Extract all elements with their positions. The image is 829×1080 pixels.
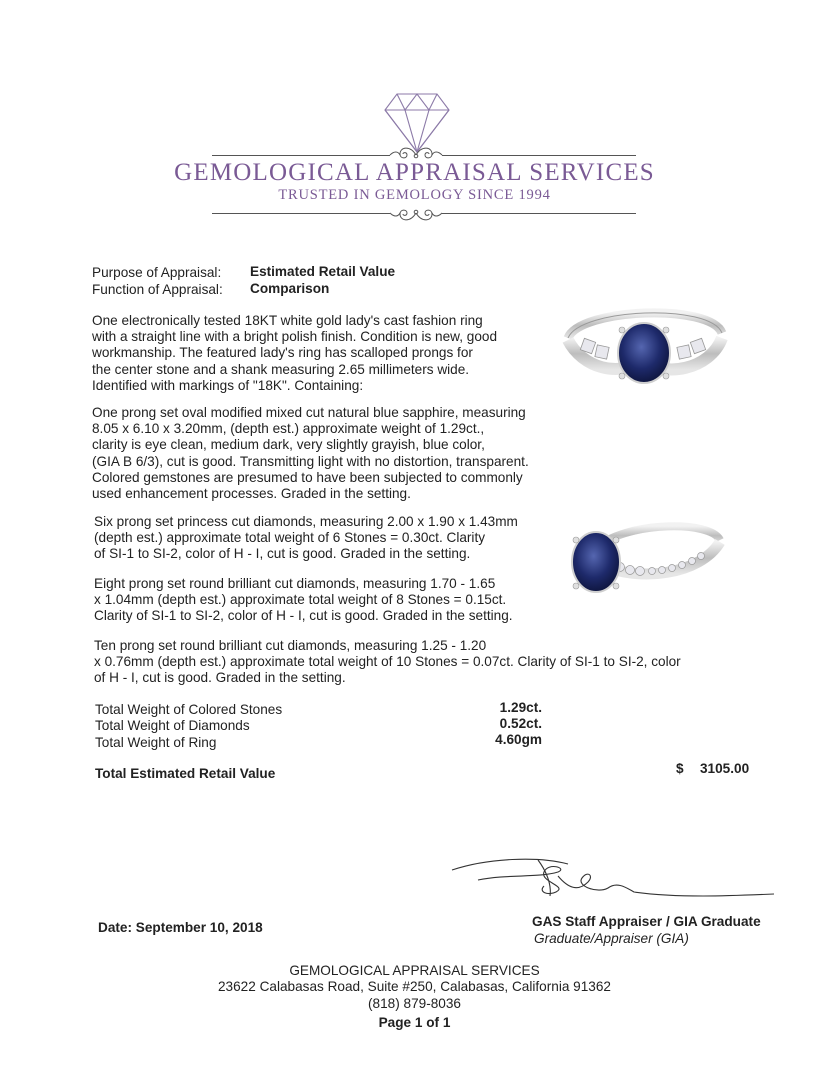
text-line: (depth est.) approximate total weight of 6 Stones = 0.30ct. Clarity — [94, 530, 486, 546]
eight-round-description — [94, 576, 554, 625]
purpose-label: Purpose of Appraisal: — [92, 265, 222, 280]
total-ring-value: 4.60gm — [495, 732, 542, 747]
text-line: of SI-1 to SI-2, color of H - I, cut is good. Graded in the setting. — [94, 546, 471, 562]
company-tagline: TRUSTED IN GEMOLOGY SINCE 1994 — [278, 187, 551, 203]
signer-title: GAS Staff Appraiser / GIA Graduate — [532, 914, 761, 929]
text-line: (GIA B 6/3), cut is good. Transmitting light with no distortion, transparent. — [92, 453, 529, 469]
text-line: clarity is eye clean, medium dark, very slightly grayish, blue color, — [92, 437, 485, 453]
total-colored-value: 1.29ct. — [499, 700, 542, 715]
text-line: One electronically tested 18KT white gold lady's cast fashion ring — [92, 313, 483, 328]
ornament-icon — [388, 203, 444, 225]
text-line: x 0.76mm (depth est.) approximate total weight of 10 Stones = 0.07ct. Clarity of SI-1 to SI-2, color — [94, 654, 681, 670]
ten-round-description — [94, 638, 704, 687]
text-line: 8.05 x 6.10 x 3.20mm, (depth est.) approximate weight of 1.29ct., — [92, 421, 485, 437]
text-line: One prong set oval modified mixed cut natural blue sapphire, measuring — [92, 405, 526, 420]
retail-value: 3105.00 — [700, 761, 750, 776]
function-label: Function of Appraisal: — [92, 282, 223, 297]
header-rule-top-right — [442, 155, 636, 156]
text-line: x 1.04mm (depth est.) approximate total weight of 8 Stones = 0.15ct. — [94, 592, 507, 608]
header-rule-bottom-left — [212, 213, 390, 214]
total-diamonds-value: 0.52ct. — [499, 716, 542, 731]
footer-company: GEMOLOGICAL APPRAISAL SERVICES — [289, 963, 540, 978]
text-line: the center stone and a shank measuring 2.65 millimeters wide. — [92, 361, 470, 377]
total-ring-label: Total Weight of Ring — [95, 735, 217, 750]
princess-description — [94, 514, 544, 563]
total-diamonds-label: Total Weight of Diamonds — [95, 718, 250, 733]
purpose-value: Estimated Retail Value — [250, 264, 396, 279]
sapphire-description — [92, 405, 552, 502]
text-line: with a straight line with a bright polish finish. Condition is new, good — [92, 329, 498, 345]
ring-description — [92, 313, 542, 394]
text-line: used enhancement processes. Graded in the setting. — [92, 486, 411, 502]
text-line: Eight prong set round brilliant cut diamonds, measuring 1.70 - 1.65 — [94, 576, 496, 591]
footer-phone: (818) 879-8036 — [368, 996, 461, 1011]
ring-photo-top — [560, 298, 730, 413]
footer-address: 23622 Calabasas Road, Suite #250, Calabasas, California 91362 — [218, 979, 611, 994]
signer-subtitle: Graduate/Appraiser (GIA) — [534, 931, 689, 946]
function-value: Comparison — [250, 281, 330, 296]
retail-value-label: Total Estimated Retail Value — [95, 766, 276, 781]
retail-currency: $ — [676, 761, 684, 776]
text-line: Identified with markings of "18K". Containing: — [92, 377, 364, 393]
text-line: workmanship. The featured lady's ring has scalloped prongs for — [92, 345, 473, 361]
page-number: Page 1 of 1 — [378, 1015, 451, 1030]
signature-icon — [448, 852, 778, 912]
text-line: of H - I, cut is good. Graded in the setting. — [94, 670, 346, 686]
text-line: Ten prong set round brilliant cut diamonds, measuring 1.25 - 1.20 — [94, 638, 487, 653]
header-rule-top-left — [212, 155, 390, 156]
total-colored-label: Total Weight of Colored Stones — [95, 702, 283, 717]
ring-photo-bottom — [560, 520, 730, 610]
appraisal-date: Date: September 10, 2018 — [98, 920, 263, 935]
text-line: Six prong set princess cut diamonds, measuring 2.00 x 1.90 x 1.43mm — [94, 514, 518, 529]
company-name: GEMOLOGICAL APPRAISAL SERVICES — [174, 159, 655, 186]
text-line: Clarity of SI-1 to SI-2, color of H - I, cut is good. Graded in the setting. — [94, 608, 513, 624]
text-line: Colored gemstones are presumed to have been subjected to commonly — [92, 469, 523, 485]
header-rule-bottom-right — [442, 213, 636, 214]
